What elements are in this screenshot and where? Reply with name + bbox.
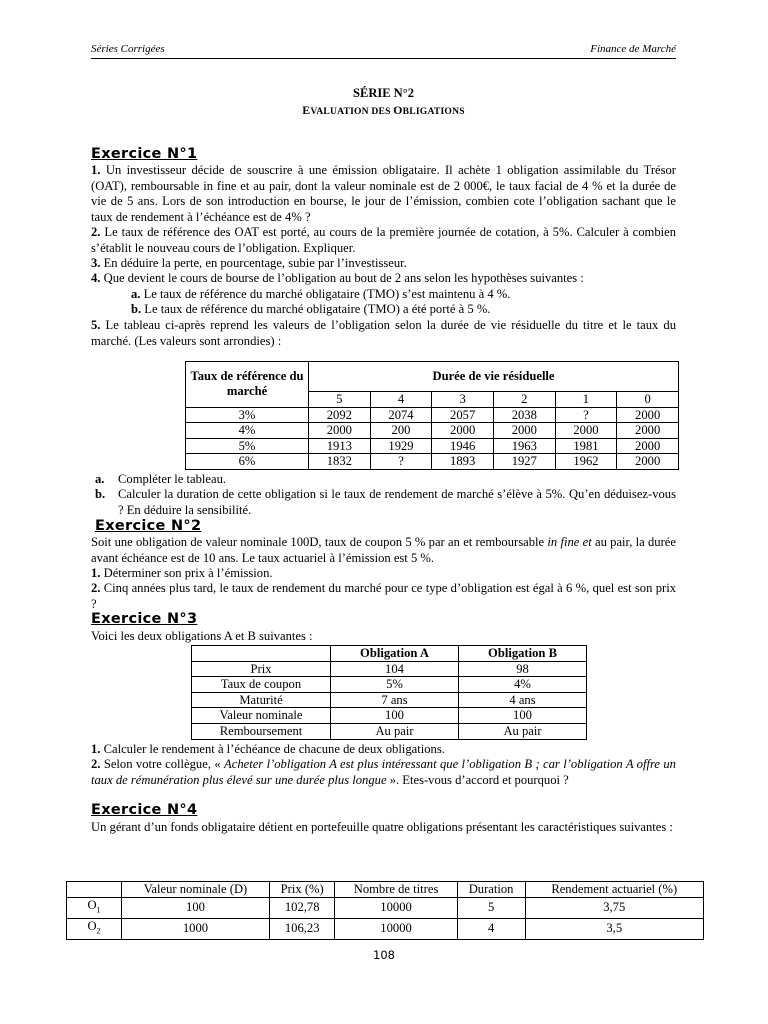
col-header bbox=[67, 882, 122, 898]
ex2-intro-part-2: au pair, la durée avant échéance est de 10 ans. Le taux actuariel à l’émission est 5 %. bbox=[91, 535, 676, 565]
table-header-row bbox=[186, 362, 679, 392]
ex1-question-5 bbox=[91, 318, 676, 349]
task-b-text: Calculer la duration de cette obligation si le taux de rendement de marché s’élève à 5%. Qu’en déduisez-vous ? En déduire la sensibilité. bbox=[118, 487, 676, 517]
ex1-q3-number: 3. bbox=[91, 256, 101, 270]
value-cell: 2000 bbox=[617, 407, 679, 423]
ex3-q2-quote: Acheter l’obligation A est plus intéressant que l’obligation B ; car l’obligation A offre un taux de rémunération plus élevé sur une durée plus longue bbox=[91, 757, 676, 787]
ex3-q2-number: 2. bbox=[91, 757, 101, 771]
ex1-task-a bbox=[95, 472, 676, 488]
ex2-q2-text: Cinq années plus tard, le taux de rendement du marché pour ce type d’obligation est égal à 6 %, quel est son prix ? bbox=[91, 581, 676, 611]
ex1-q2-number: 2. bbox=[91, 225, 101, 239]
col-header: Prix (%) bbox=[269, 882, 334, 898]
ex1-q1-text: Un investisseur décide de souscrire à une émission obligataire. Il achète 1 obligation assimilable du Trésor (OAT), remboursable in fine et au pair, dont la valeur nominale est de 2 000€, le taux facial de 4 % et la durée de vie de 5 ans. Lors de son introduction en bourse, le jour de l’émission, combien cote l’obligation sachant que le taux de rendement à l’échéance est de 4% ? bbox=[91, 163, 676, 224]
exercise-3-heading: Exercice N°3 bbox=[91, 611, 198, 627]
ex1-q1-number: 1. bbox=[91, 163, 101, 177]
value-b: 4 ans bbox=[459, 692, 587, 708]
ex2-q1-number: 1. bbox=[91, 566, 101, 580]
ex1-q4b-letter: b. bbox=[131, 302, 142, 316]
value-cell: 3,5 bbox=[525, 918, 703, 939]
ex1-q3-text: En déduire la perte, en pourcentage, subie par l’investisseur. bbox=[100, 256, 407, 270]
row-label: Maturité bbox=[192, 692, 331, 708]
value-cell: 2074 bbox=[370, 407, 432, 423]
table-row bbox=[192, 661, 587, 677]
year-cell: 0 bbox=[617, 392, 679, 408]
year-cell: 2 bbox=[493, 392, 555, 408]
exercise-1-heading: Exercice N°1 bbox=[91, 146, 198, 162]
value-cell: 1962 bbox=[555, 454, 617, 470]
year-cell: 1 bbox=[555, 392, 617, 408]
value-cell: 1913 bbox=[309, 438, 371, 454]
value-cell: 2000 bbox=[309, 423, 371, 439]
ex3-question-1 bbox=[91, 742, 676, 758]
rate-cell: 4% bbox=[186, 423, 309, 439]
task-a-letter: a. bbox=[95, 472, 105, 486]
value-cell: 1929 bbox=[370, 438, 432, 454]
value-cell: 10000 bbox=[335, 918, 457, 939]
ex3-q1-number: 1. bbox=[91, 742, 101, 756]
value-cell: 100 bbox=[122, 897, 270, 918]
ex1-q4-text: Que devient le cours de bourse de l’obligation au bout de 2 ans selon les hypothèses suivantes : bbox=[100, 271, 584, 285]
ex3-q2-part-1: Selon votre collègue, « bbox=[100, 757, 225, 771]
value-cell: 10000 bbox=[335, 897, 457, 918]
row-label: Valeur nominale bbox=[192, 708, 331, 724]
running-header bbox=[91, 43, 676, 59]
table-row bbox=[186, 423, 679, 439]
value-a: 7 ans bbox=[331, 692, 459, 708]
table-row bbox=[67, 918, 704, 939]
col-obligation-a: Obligation A bbox=[331, 646, 459, 662]
table-header-row bbox=[192, 646, 587, 662]
table-row bbox=[192, 677, 587, 693]
ex1-q4b-text: Le taux de référence du marché obligataire (TMO) a été porté à 5 %. bbox=[141, 302, 491, 316]
ex4-intro: Un gérant d’un fonds obligataire détient en portefeuille quatre obligations présentant les caractéristiques suivantes : bbox=[91, 820, 673, 834]
value-cell: 5 bbox=[457, 897, 525, 918]
value-cell: 2092 bbox=[309, 407, 371, 423]
ex1-q2-text: Le taux de référence des OAT est porté, au cours de la première journée de cotation, à 5%. Calculer à combien s’établit le nouveau cours de l’obligation. Expliquer. bbox=[91, 225, 676, 255]
head-rate: Taux de référence du marché bbox=[186, 362, 309, 408]
value-cell: 3,75 bbox=[525, 897, 703, 918]
value-cell: 2000 bbox=[493, 423, 555, 439]
header-left: Séries Corrigées bbox=[91, 43, 165, 55]
table-row bbox=[186, 454, 679, 470]
value-cell: 1927 bbox=[493, 454, 555, 470]
exercise-4-heading: Exercice N°4 bbox=[91, 802, 198, 818]
ex3-bonds-table bbox=[191, 645, 587, 740]
ex2-q1-text: Déterminer son prix à l’émission. bbox=[100, 566, 273, 580]
value-cell: 106,23 bbox=[269, 918, 334, 939]
ex1-question-1 bbox=[91, 163, 676, 225]
rate-cell: 6% bbox=[186, 454, 309, 470]
value-a: Au pair bbox=[331, 723, 459, 739]
ex1-question-4a bbox=[91, 287, 716, 303]
value-cell: 2000 bbox=[617, 423, 679, 439]
value-cell: 1981 bbox=[555, 438, 617, 454]
value-cell: 1893 bbox=[432, 454, 494, 470]
table-header-row bbox=[67, 882, 704, 898]
series-subtitle bbox=[91, 103, 676, 118]
value-cell: 1963 bbox=[493, 438, 555, 454]
value-cell: 1000 bbox=[122, 918, 270, 939]
ex4-portfolio-table bbox=[66, 881, 704, 940]
ex2-question-1 bbox=[91, 566, 676, 582]
col-header: Rendement actuariel (%) bbox=[525, 882, 703, 898]
value-a: 5% bbox=[331, 677, 459, 693]
subtitle-initial-2: O bbox=[393, 103, 403, 117]
page-number: 108 bbox=[373, 948, 395, 962]
value-a: 100 bbox=[331, 708, 459, 724]
col-header: Duration bbox=[457, 882, 525, 898]
ex1-question-4b bbox=[91, 302, 716, 318]
table-row bbox=[67, 897, 704, 918]
ex2-intro bbox=[91, 535, 676, 566]
value-cell: ? bbox=[555, 407, 617, 423]
table-row bbox=[186, 438, 679, 454]
bond-index: 2 bbox=[96, 926, 101, 936]
value-b: 100 bbox=[459, 708, 587, 724]
value-a: 104 bbox=[331, 661, 459, 677]
bond-name bbox=[67, 918, 122, 939]
exercise-2-heading: Exercice N°2 bbox=[95, 518, 202, 534]
ex3-question-2 bbox=[91, 757, 676, 788]
year-cell: 3 bbox=[432, 392, 494, 408]
year-cell: 4 bbox=[370, 392, 432, 408]
table-row bbox=[186, 407, 679, 423]
col-header: Valeur nominale (D) bbox=[122, 882, 270, 898]
value-cell: 2000 bbox=[555, 423, 617, 439]
ex1-question-4 bbox=[91, 271, 676, 287]
table-row bbox=[192, 708, 587, 724]
subtitle-rest-1: VALUATION DES bbox=[310, 106, 394, 117]
row-label: Remboursement bbox=[192, 723, 331, 739]
ex3-q2-part-2: ». Etes-vous d’accord et pourquoi ? bbox=[386, 772, 569, 787]
ex1-q5-number: 5. bbox=[91, 318, 101, 332]
value-cell: 2038 bbox=[493, 407, 555, 423]
value-cell: 2000 bbox=[617, 454, 679, 470]
ex1-q4-number: 4. bbox=[91, 271, 101, 285]
ex1-q4a-text: Le taux de référence du marché obligataire (TMO) s’est maintenu à 4 %. bbox=[140, 287, 511, 301]
value-b: 4% bbox=[459, 677, 587, 693]
value-cell: 1832 bbox=[309, 454, 371, 470]
ex2-question-2 bbox=[91, 581, 676, 612]
value-cell: 1946 bbox=[432, 438, 494, 454]
task-b-letter: b. bbox=[95, 487, 106, 501]
year-cell: 5 bbox=[309, 392, 371, 408]
header-right: Finance de Marché bbox=[590, 43, 676, 55]
col-obligation-b: Obligation B bbox=[459, 646, 587, 662]
subtitle-rest-2: BLIGATIONS bbox=[402, 106, 465, 117]
bond-letter: O bbox=[87, 918, 97, 933]
value-cell: 102,78 bbox=[269, 897, 334, 918]
bond-letter: O bbox=[87, 897, 97, 912]
value-cell: 2000 bbox=[617, 438, 679, 454]
ex2-q2-number: 2. bbox=[91, 581, 101, 595]
task-a-text: Compléter le tableau. bbox=[118, 472, 227, 486]
ex1-question-3 bbox=[91, 256, 676, 272]
subtitle-initial-1: E bbox=[302, 103, 311, 117]
series-title: SÉRIE N°2 bbox=[353, 86, 414, 100]
ex1-bond-values-table bbox=[185, 361, 679, 470]
value-b: Au pair bbox=[459, 723, 587, 739]
value-cell: 2057 bbox=[432, 407, 494, 423]
bond-index: 1 bbox=[96, 905, 101, 915]
ex3-q1-text: Calculer le rendement à l’échéance de chacune de deux obligations. bbox=[100, 742, 445, 756]
value-cell: ? bbox=[370, 454, 432, 470]
ex2-intro-part-1: Soit une obligation de valeur nominale 100D, taux de coupon 5 % par an et remboursable bbox=[91, 535, 548, 549]
ex3-intro: Voici les deux obligations A et B suivantes : bbox=[91, 629, 313, 643]
value-b: 98 bbox=[459, 661, 587, 677]
head-duration: Durée de vie résiduelle bbox=[309, 362, 679, 392]
ex1-q4a-letter: a. bbox=[131, 287, 141, 301]
value-cell: 4 bbox=[457, 918, 525, 939]
ex1-question-2 bbox=[91, 225, 676, 256]
value-cell: 200 bbox=[370, 423, 432, 439]
rate-cell: 5% bbox=[186, 438, 309, 454]
table-row bbox=[192, 723, 587, 739]
bond-name bbox=[67, 897, 122, 918]
ex1-task-b bbox=[95, 487, 676, 518]
ex1-q5-text: Le tableau ci-après reprend les valeurs de l’obligation selon la durée de vie résiduelle du titre et le taux du marché. (Les valeurs sont arrondies) : bbox=[91, 318, 676, 348]
col-header: Nombre de titres bbox=[335, 882, 457, 898]
row-label: Prix bbox=[192, 661, 331, 677]
ex2-intro-italic: in fine et bbox=[547, 535, 592, 549]
table-row bbox=[192, 692, 587, 708]
rate-cell: 3% bbox=[186, 407, 309, 423]
value-cell: 2000 bbox=[432, 423, 494, 439]
row-label: Taux de coupon bbox=[192, 677, 331, 693]
empty-header-cell bbox=[192, 646, 331, 662]
